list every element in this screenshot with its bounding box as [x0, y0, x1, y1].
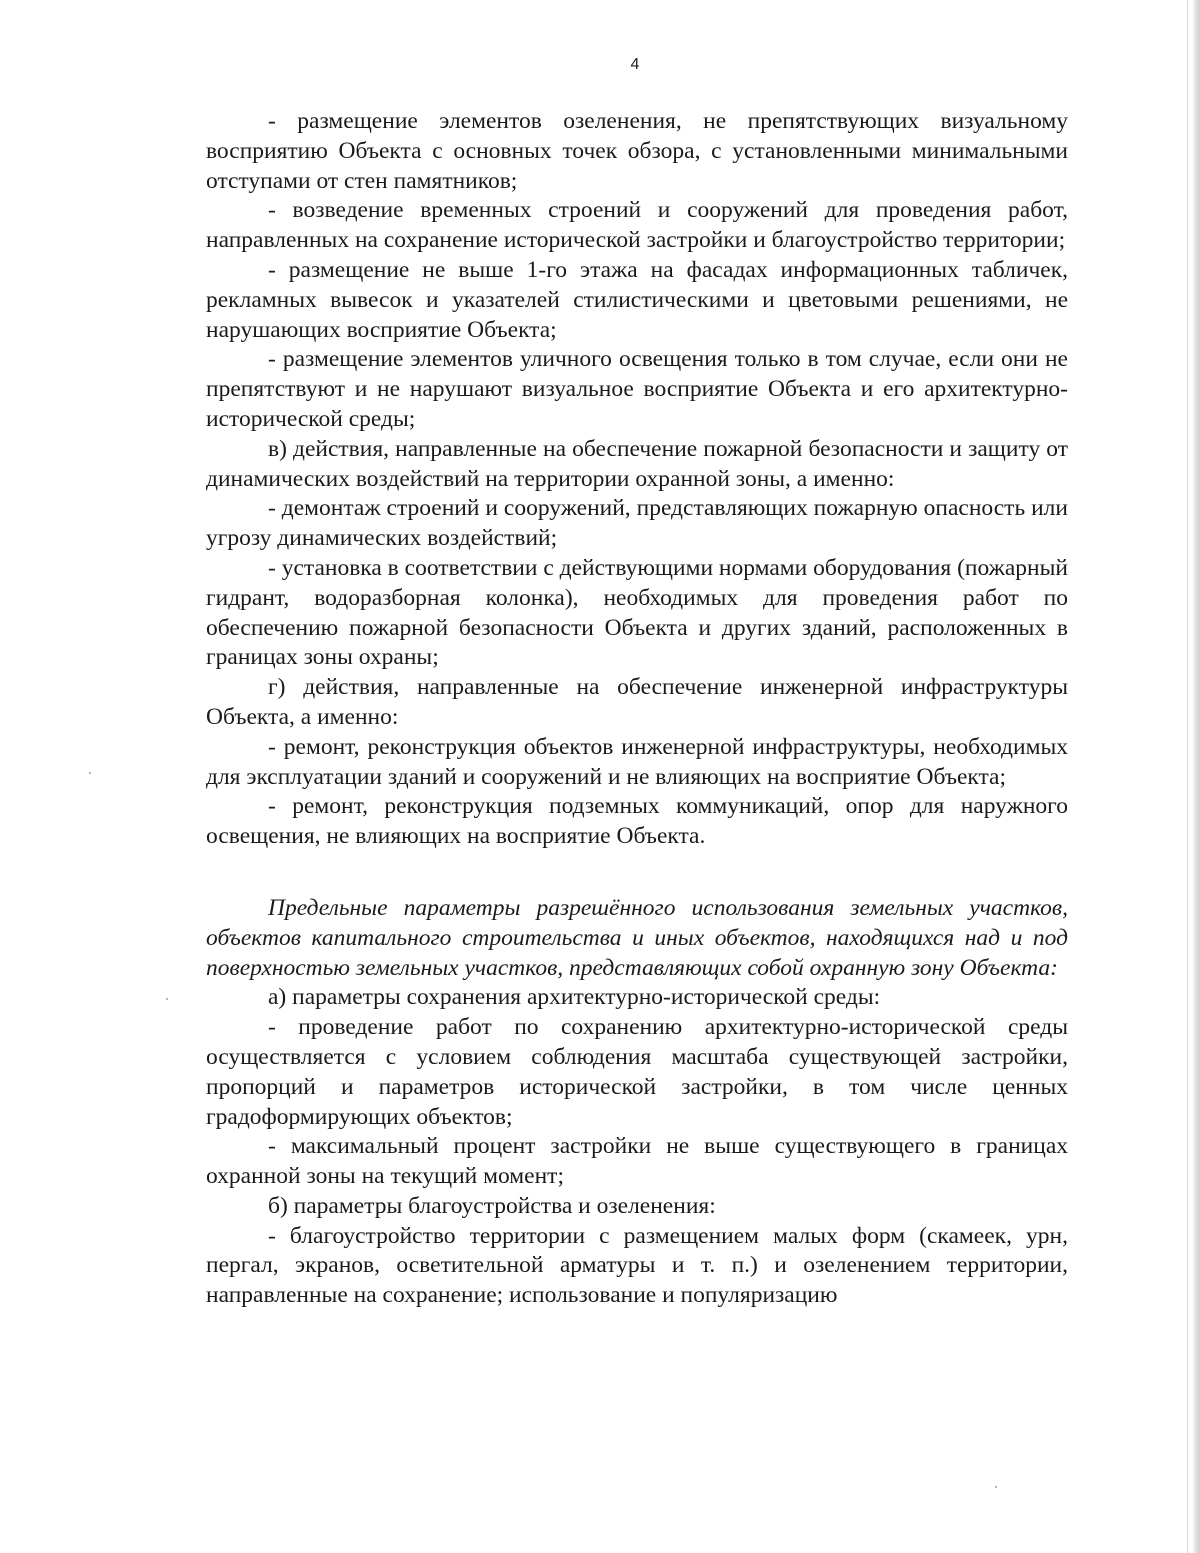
paragraph: - проведение работ по сохранению архитектурно-исторической среды осуществляется с условием соблюдения масштаба существующей застройки, пропорций и параметров исторической застройки, в том числе ценных градоформирующих объектов;	[206, 1014, 1068, 1130]
section-heading: Предельные параметры разрешённого использования земельных участков, объектов капитального строительства и иных объектов, находящихся над и под поверхностью земельных участков, представляющих собой охранную зону Объекта:	[206, 894, 1068, 981]
paragraph: - размещение не выше 1-го этажа на фасадах информационных табличек, рекламных вывесок и указателей стилистическими и цветовыми решениями, не нарушающих восприятие Объекта;	[206, 256, 1068, 343]
page-number: 4	[630, 56, 640, 73]
scan-border-line	[1187, 0, 1188, 1553]
paragraph: - размещение элементов озеленения, не препятствующих визуальному восприятию Объекта с основных точек обзора, с установленными минимальными отступами от стен памятников;	[206, 108, 1068, 194]
section-spacer	[206, 852, 1068, 894]
paragraph: - установка в соответствии с действующими нормами оборудования (пожарный гидрант, водоразборная колонка), необходимых для проведения работ по обеспечению пожарной безопасности Объекта и других зданий, расположенных в границах зоны охраны;	[206, 554, 1068, 671]
scan-right-edge	[1192, 0, 1200, 1553]
paragraph: - демонтаж строений и сооружений, представляющих пожарную опасность или угрозу динамических воздействий;	[206, 495, 1068, 552]
paragraph: - ремонт, реконструкция подземных коммуникаций, опор для наружного освещения, не влияющих на восприятие Объекта.	[206, 793, 1068, 850]
paragraph: а) параметры сохранения архитектурно-исторической среды:	[268, 984, 881, 1011]
paragraph: в) действия, направленные на обеспечение пожарной безопасности и защиту от динамических воздействий на территории охранной зоны, а именно:	[206, 435, 1068, 492]
paragraph: - ремонт, реконструкция объектов инженерной инфраструктуры, необходимых для эксплуатации зданий и сооружений и не влияющих на восприятие Объекта;	[206, 733, 1068, 790]
paragraph: г) действия, направленные на обеспечение инженерной инфраструктуры Объекта, а именно:	[206, 674, 1068, 730]
paragraph: - благоустройство территории с размещением малых форм (скамеек, урн, пергал, экранов, осветительной арматуры и т. п.) и озеленением территории, направленные на сохранение; использование и популяризацию	[206, 1222, 1068, 1309]
paragraph: - возведение временных строений и сооружений для проведения работ, направленных на сохранение исторической застройки и благоустройство территории;	[206, 197, 1068, 254]
scan-speck	[995, 1486, 997, 1488]
document-body	[206, 107, 1068, 1311]
paragraph: б) параметры благоустройства и озеленения:	[268, 1192, 716, 1219]
paragraph: - размещение элементов уличного освещения только в том случае, если они не препятствуют и не нарушают визуальное восприятие Объекта и его архитектурно-исторической среды;	[206, 346, 1068, 432]
scan-speck	[166, 998, 168, 1000]
scan-speck	[89, 772, 91, 774]
paragraph: - максимальный процент застройки не выше существующего в границах охранной зоны на текущий момент;	[206, 1133, 1068, 1190]
